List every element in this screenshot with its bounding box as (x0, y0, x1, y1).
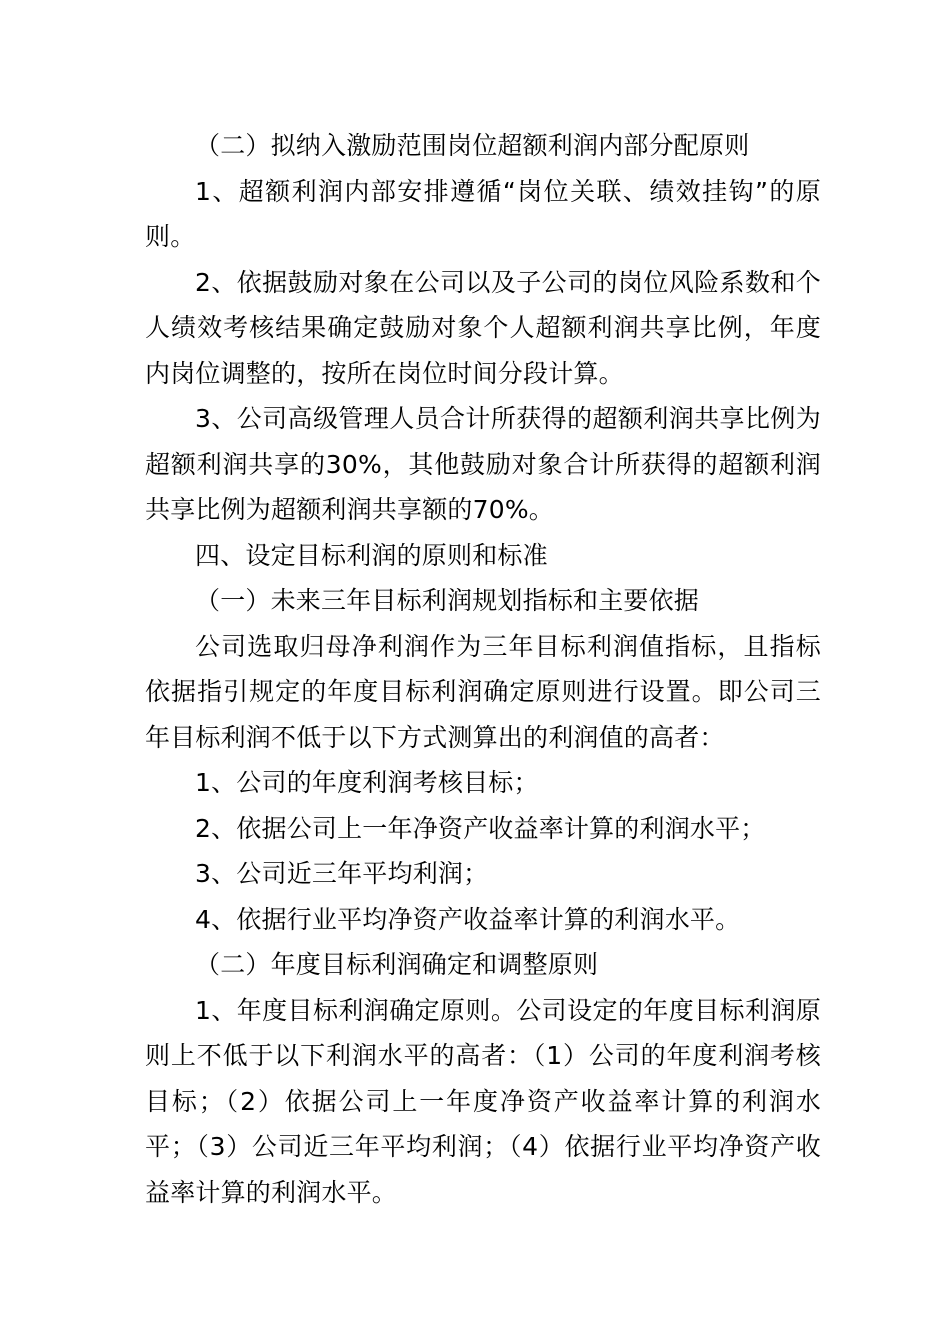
paragraph-three-year-basis: 公司选取归母净利润作为三年目标利润值指标，且指标依据指引规定的年度目标利润确定原则进行设置。即公司三年目标利润不低于以下方式测算出的利润值的高者： (145, 631, 821, 752)
list-item-method-4: 4、依据行业平均净资产收益率计算的利润水平。 (195, 904, 741, 934)
document-body (145, 123, 821, 1215)
section-heading-internal-allocation: （二）拟纳入激励范围岗位超额利润内部分配原则 (195, 131, 750, 160)
subsection-heading-three-year-plan: （一）未来三年目标利润规划指标和主要依据 (195, 586, 700, 615)
section-heading-target-profit: 四、设定目标利润的原则和标准 (195, 540, 548, 570)
list-item-method-1: 1、公司的年度利润考核目标； (195, 768, 539, 797)
subsection-heading-annual-adjustment: （二）年度目标利润确定和调整原则 (195, 950, 599, 979)
paragraph-allocation-principle-1: 1、超额利润内部安排遵循“岗位关联、绩效挂钩”的原则。 (145, 176, 821, 251)
paragraph-allocation-principle-3: 3、公司高级管理人员合计所获得的超额利润共享比例为超额利润共享的30%，其他鼓励对象合计所获得的超额利润共享比例为超额利润共享额的70%。 (145, 404, 821, 524)
list-item-method-2: 2、依据公司上一年净资产收益率计算的利润水平； (195, 813, 766, 843)
list-item-method-3: 3、公司近三年平均利润； (195, 859, 489, 888)
paragraph-allocation-principle-2: 2、依据鼓励对象在公司以及子公司的岗位风险系数和个人绩效考核结果确定鼓励对象个人超额利润共享比例，年度内岗位调整的，按所在岗位时间分段计算。 (145, 267, 821, 388)
paragraph-annual-target-principle: 1、年度目标利润确定原则。公司设定的年度目标利润原则上不低于以下利润水平的高者：（1）公司的年度利润考核目标；（2）依据公司上一年度净资产收益率计算的利润水平；（3）公司近三年平均利润；（4）依据行业平均净资产收益率计算的利润水平。 (145, 995, 821, 1207)
